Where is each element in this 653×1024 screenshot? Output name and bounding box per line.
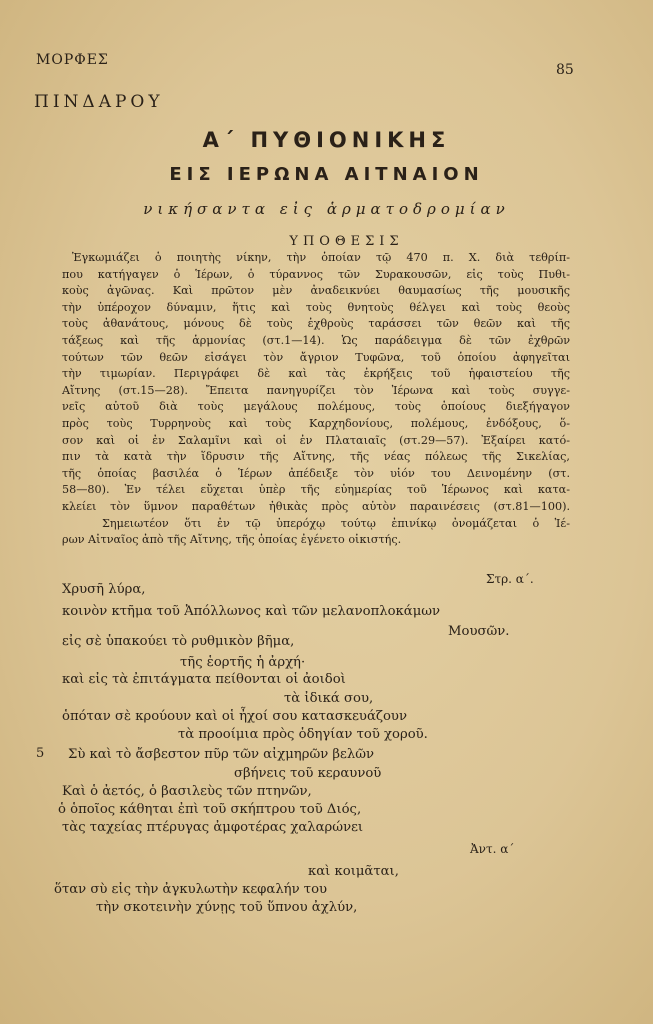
hypothesis-line: τὴν τιμωρίαν. Περιγράφει δὲ καὶ τὰς ἐκρήξεις τοῦ ἡφαιστείου τῆς [62,367,570,381]
poem-line: Μουσῶν. [448,624,510,639]
poem-line: σβήνεις τοῦ κεραυνοῦ [234,766,382,781]
hypothesis-text [62,250,570,549]
hypothesis-heading: ΥΠΟΘΕΣΙΣ [289,234,404,249]
author-heading: ΠΙΝΔΑΡΟΥ [34,92,164,112]
poem-line: τὰ ἰδικά σου, [284,691,374,706]
poem-line: Χρυσῆ λύρα, [62,582,146,597]
hypothesis-line: Ἐγκωμιάζει ὁ ποιητὴς νίκην, τὴν ὁποίαν τῷ 470 π. Χ. διὰ τεθρίπ- [72,251,570,264]
antistrophe-label: Ἀντ. α΄ [470,842,515,856]
hypothesis-line: νεῖς αὐτοῦ διὰ τοὺς μεγάλους πολέμους, τοὺς ὁποίους διεξήγαγον [62,400,570,414]
poem-line: καὶ εἰς τὰ ἐπιτάγματα πείθονται οἱ ἀοιδοὶ [62,672,346,687]
hypothesis-line: πρὸς τοὺς Τυρρηνοὺς καὶ τοὺς Καρχηδονίους, πολέμους, ἐνδόξους, ὅ- [62,416,570,430]
line-number: 5 [36,746,45,761]
ode-subtitle: ΕΙΣ ΙΕΡΩΝΑ ΑΙΤΝΑΙΟΝ [169,164,484,185]
running-head: ΜΟΡΦΕΣ [36,52,109,68]
hypothesis-line: τούτων τῶν θεῶν εἰσάγει τὸν ἄγριον Τυφῶνα, τοῦ ὁποίου ἀφηγεῖται [62,350,570,364]
hypothesis-line: τὴν ὑπέροχον δύναμιν, ἥτις καὶ τοὺς θνητοὺς θέλγει καὶ τοὺς θεοὺς [62,300,570,314]
hypothesis-line: τάξεως καὶ τῆς ἁρμονίας (στ.1—14). Ὡς παράδειγμα δὲ τῶν ἐχθρῶν [62,333,570,347]
poem-line: τῆς ἑορτῆς ἡ ἀρχή· [180,655,306,670]
poem-line: καὶ κοιμᾶται, [308,864,399,879]
hypothesis-line: κοὺς ἀγῶνας. Καὶ πρῶτον μὲν ἀναδεικνύει θαυμασίως τῆς μουσικῆς [62,284,570,298]
victory-event: νικήσαντα εἰς ἁρματοδρομίαν [143,200,510,218]
hypothesis-line: Σημειωτέον ὅτι ἐν τῷ ὑπερόχῳ τούτῳ ἐπινίκῳ ὀνομάζεται ὁ Ἱέ- [102,516,570,530]
poem-line: τὰς ταχείας πτέρυγας ἀμφοτέρας χαλαρώνει [62,820,364,835]
poem-line: ὅταν σὺ εἰς τὴν ἀγκυλωτὴν κεφαλήν του [54,882,328,897]
hypothesis-line: κλείει τὸν ὕμνον παραθέτων ἠθικὰς πρὸς αὐτὸν παραινέσεις (στ.81—100). [62,499,570,513]
hypothesis-line: 58—80). Ἐν τέλει εὔχεται ὑπὲρ τῆς εὐημερίας τοῦ Ἱέρωνος καὶ κατα- [62,483,570,497]
hypothesis-line: ρων Αἰτναῖος ἀπὸ τῆς Αἴτνης, τῆς ὁποίας ἐγένετο οἰκιστής. [62,533,402,547]
poem-line: Καὶ ὁ ἀετός, ὁ βασιλεὺς τῶν πτηνῶν, [62,784,312,799]
page-number: 85 [556,62,574,78]
ode-title: Α΄ ΠΥΘΙΟΝΙΚΗΣ [202,128,451,152]
hypothesis-line: τῆς ὁποίας βασιλέα ὁ Ἱέρων ἀπέδειξε τὸν υἱόν του Δεινομένην (στ. [62,466,570,480]
hypothesis-line: πιν τὰ κατὰ τὴν ἵδρυσιν τῆς Αἴτνης, τῆς νέας πόλεως τῆς Σικελίας, [62,450,570,464]
poem-line: τὴν σκοτεινὴν χύνῃς τοῦ ὕπνου ἀχλύν, [96,900,358,915]
poem-line: εἰς σὲ ὑπακούει τὸ ρυθμικὸν βῆμα, [62,634,295,649]
poem-line: ὁ ὁποῖος κάθηται ἐπὶ τοῦ σκήπτρου τοῦ Διός, [58,802,362,817]
poem-line: τὰ προοίμια πρὸς ὁδηγίαν τοῦ χοροῦ. [178,727,428,742]
hypothesis-line: Αἴτνης (στ.15—28). Ἔπειτα πανηγυρίζει τὸν Ἱέρωνα καὶ τοὺς συγγε- [62,383,570,397]
hypothesis-line: τοὺς ἀθανάτους, μόνους δὲ τοὺς ἐχθροὺς ταράσσει τῶν θεῶν καὶ τῆς [62,317,570,331]
poem-line: ὁπόταν σὲ κρούουν καὶ οἱ ἦχοί σου κατασκευάζουν [62,709,407,724]
hypothesis-line: που κατήγαγεν ὁ Ἱέρων, ὁ τύραννος τῶν Συρακουσῶν, εἰς τοὺς Πυθι- [62,267,570,281]
strophe-label: Στρ. α΄. [486,572,534,586]
poem-line: Σὺ καὶ τὸ ἄσβεστον πῦρ τῶν αἰχμηρῶν βελῶν [68,747,375,762]
hypothesis-line: σον καὶ οἱ ἐν Σαλαμῖνι καὶ οἱ ἐν Πλαταιαῖς (στ.29—57). Ἐξαίρει κατό- [62,433,570,447]
poem-line: κοινὸν κτῆμα τοῦ Ἀπόλλωνος καὶ τῶν μελανοπλοκάμων [62,604,441,619]
